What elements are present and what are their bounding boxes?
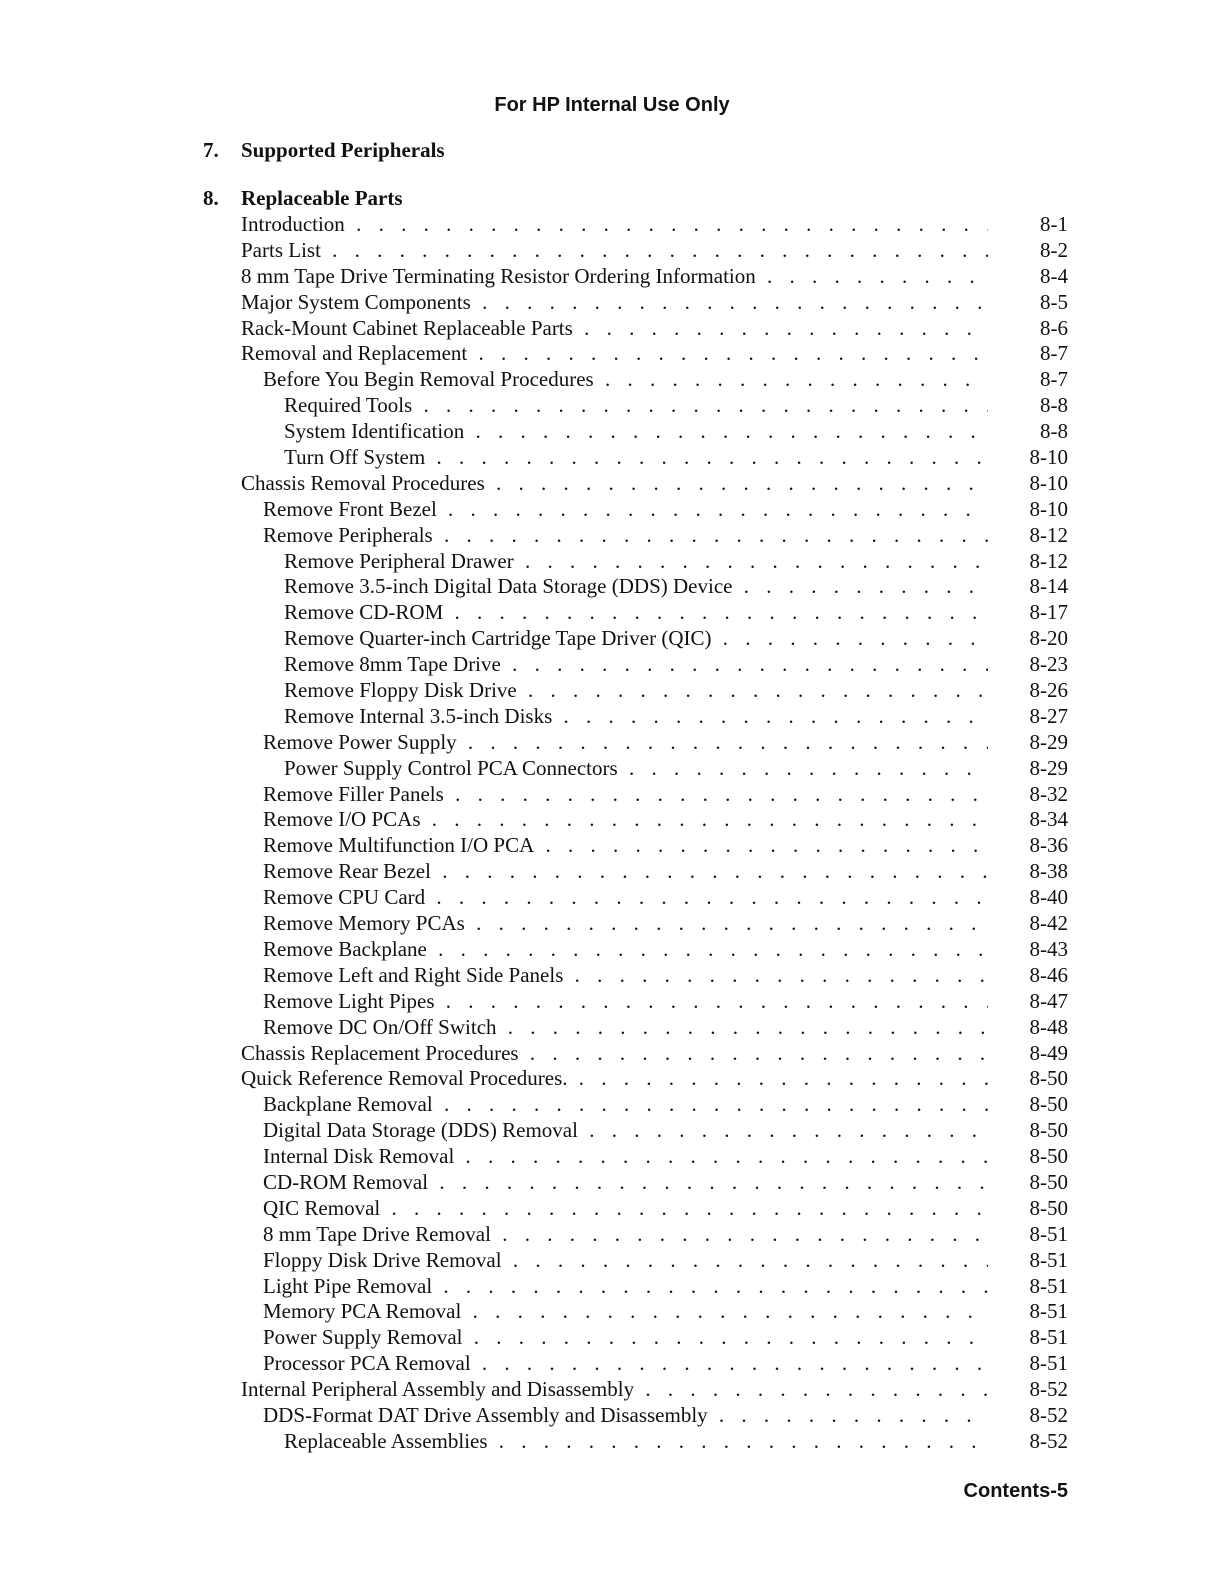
toc-entry-page: 8-50 [1029,1118,1068,1143]
toc-entry[interactable] [0,1066,1224,1092]
toc-entry-title: Rack-Mount Cabinet Replaceable Parts . . . [241,316,988,342]
toc-entry[interactable] [0,367,1224,393]
toc-entry-title: System Identification . . . [284,419,988,445]
toc-entry-page: 8-20 [1029,626,1068,651]
toc-entry-title: Remove CD-ROM . . . [284,600,988,626]
toc-entry[interactable] [0,1118,1224,1144]
toc-entry-title: Power Supply Control PCA Connectors . . . [284,756,988,782]
toc-entry-title: Major System Components . . . [241,290,988,316]
toc-entry[interactable] [0,626,1224,652]
toc-entry-page: 8-6 [1040,315,1068,340]
toc-entry[interactable] [0,1222,1224,1248]
chapter-heading-7 [203,138,445,163]
toc-entry[interactable] [0,290,1224,316]
toc-entry-page: 8-7 [1040,367,1068,392]
toc-entry-page: 8-38 [1029,859,1068,884]
toc-entry[interactable] [0,549,1224,575]
toc-entry[interactable] [0,238,1224,264]
toc-entry-title: Remove Filler Panels . . . [263,782,988,808]
page-header: For HP Internal Use Only [494,94,730,116]
toc-entry[interactable] [0,341,1224,367]
toc-entry-page: 8-10 [1029,496,1068,521]
toc-entry[interactable] [0,963,1224,989]
toc-entry-title: Remove Peripheral Drawer . . . [284,549,988,575]
toc-entry-title: Remove Power Supply . . . [263,730,988,756]
toc-entry-page: 8-1 [1040,212,1068,236]
toc-entry-page: 8-7 [1040,341,1068,366]
toc-entry-page: 8-50 [1029,1195,1068,1220]
toc-entry-title: Backplane Removal . . . [263,1092,988,1118]
toc-entry-title: Remove Quarter-inch Cartridge Tape Driver (QIC) . . . [284,626,988,652]
toc-entry-page: 8-8 [1040,393,1068,418]
toc-entry[interactable] [0,1092,1224,1118]
toc-entry[interactable] [0,497,1224,523]
toc-entry-page: 8-51 [1029,1273,1068,1298]
toc-entry-title: Remove DC On/Off Switch . . . [263,1015,988,1041]
toc-entry-page: 8-51 [1029,1299,1068,1324]
toc-entry[interactable] [0,911,1224,937]
toc-entry-title: Chassis Replacement Procedures . . . [241,1041,988,1067]
toc-entry-title: Remove Internal 3.5-inch Disks . . . [284,704,988,730]
toc-entry-title: Replaceable Assemblies . . . [284,1429,988,1455]
toc-entry-page: 8-10 [1029,445,1068,470]
toc-entry-title: Remove Peripherals . . . [263,523,988,549]
toc-entry[interactable] [0,264,1224,290]
toc-entry-page: 8-43 [1029,936,1068,961]
toc-entry[interactable] [0,885,1224,911]
toc-entry-page: 8-40 [1029,885,1068,910]
toc-entry-page: 8-36 [1029,833,1068,858]
toc-entry-title: Introduction . . . [241,212,988,238]
toc-entry[interactable] [0,1429,1224,1455]
toc-entry-title: QIC Removal . . . [263,1196,988,1222]
toc-entry-title: Remove Multifunction I/O PCA . . . [263,833,988,859]
toc-entry-page: 8-49 [1029,1040,1068,1065]
toc-entry-title: Power Supply Removal . . . [263,1325,988,1351]
toc-entry-page: 8-10 [1029,470,1068,495]
toc-entry-title: Processor PCA Removal . . . [263,1351,988,1377]
toc-entry-title: 8 mm Tape Drive Terminating Resistor Ordering Information . . . [241,264,988,290]
toc-entry-title: Remove Backplane . . . [263,937,988,963]
toc-entry-page: 8-50 [1029,1092,1068,1117]
toc-entry[interactable] [0,316,1224,342]
toc-entry-page: 8-51 [1029,1351,1068,1376]
toc-entry-title: 8 mm Tape Drive Removal . . . [263,1222,988,1248]
toc-entry[interactable] [0,989,1224,1015]
toc-entry[interactable] [0,652,1224,678]
toc-entry-title: Remove Floppy Disk Drive . . . [284,678,988,704]
toc-entry[interactable] [0,1274,1224,1300]
toc-entry[interactable] [0,393,1224,419]
toc-entry-page: 8-27 [1029,703,1068,728]
toc-entry-page: 8-32 [1029,781,1068,806]
toc-entry[interactable] [0,1299,1224,1325]
toc-entry-page: 8-29 [1029,729,1068,754]
toc-entry-title: Internal Peripheral Assembly and Disassembly . . . [241,1377,988,1403]
toc-entry[interactable] [0,1170,1224,1196]
toc-entry-title: Before You Begin Removal Procedures . . . [263,367,988,393]
toc-entry[interactable] [0,859,1224,885]
toc-entry-title: CD-ROM Removal . . . [263,1170,988,1196]
toc-entry-page: 8-23 [1029,652,1068,677]
toc-entry-title: Required Tools . . . [284,393,988,419]
chapter-heading-8 [203,186,403,211]
toc-entry-page: 8-52 [1029,1428,1068,1453]
chapter-number: 7. [203,138,219,162]
toc-entry-page: 8-51 [1029,1325,1068,1350]
toc-entry-page: 8-51 [1029,1247,1068,1272]
toc-entry-page: 8-52 [1029,1377,1068,1402]
toc-entry[interactable] [0,523,1224,549]
toc-entry[interactable] [0,678,1224,704]
toc-entry[interactable] [0,782,1224,808]
toc-entry[interactable] [0,445,1224,471]
toc-entry[interactable] [0,471,1224,497]
toc-entry[interactable] [0,1403,1224,1429]
toc-entry[interactable] [0,756,1224,782]
toc-entry-page: 8-12 [1029,548,1068,573]
toc-entry-title: Removal and Replacement . . . [241,341,988,367]
toc-entry-page: 8-52 [1029,1402,1068,1427]
toc-entry-page: 8-46 [1029,962,1068,987]
toc-entry-title: Quick Reference Removal Procedures. . . . [241,1066,988,1092]
toc-entry-page: 8-17 [1029,600,1068,625]
toc-entry-title: Remove Memory PCAs . . . [263,911,988,937]
toc-entry-title: Remove I/O PCAs . . . [263,807,988,833]
toc-entry-title: Internal Disk Removal . . . [263,1144,988,1170]
toc-entry-title: Remove Rear Bezel . . . [263,859,988,885]
toc-entry[interactable] [0,1325,1224,1351]
toc-entry[interactable] [0,1196,1224,1222]
toc-entry[interactable] [0,730,1224,756]
toc-entry[interactable] [0,1015,1224,1041]
toc-entry[interactable] [0,1144,1224,1170]
toc-entry[interactable] [0,600,1224,626]
toc-entry[interactable] [0,419,1224,445]
toc-entry-title: Chassis Removal Procedures . . . [241,471,988,497]
toc-entry-title: Remove 3.5-inch Digital Data Storage (DDS) Device . . . [284,574,988,600]
page-number-footer: Contents-5 [963,1480,1068,1502]
toc-entry-title: Remove 8mm Tape Drive . . . [284,652,988,678]
toc-entry[interactable] [0,574,1224,600]
toc-entry-page: 8-5 [1040,289,1068,314]
toc-entry-title: Digital Data Storage (DDS) Removal . . . [263,1118,988,1144]
toc-entry[interactable] [0,807,1224,833]
table-of-contents [0,212,1224,1455]
toc-entry-title: Remove Light Pipes . . . [263,989,988,1015]
toc-entry[interactable] [0,704,1224,730]
toc-entry-page: 8-50 [1029,1066,1068,1091]
toc-entry-page: 8-34 [1029,807,1068,832]
toc-entry[interactable] [0,937,1224,963]
toc-entry-title: Turn Off System . . . [284,445,988,471]
toc-entry[interactable] [0,833,1224,859]
chapter-title: Replaceable Parts [241,186,403,210]
toc-entry-title: Parts List . . . [241,238,988,264]
toc-entry[interactable] [0,1248,1224,1274]
toc-entry-page: 8-51 [1029,1221,1068,1246]
toc-entry-title: Floppy Disk Drive Removal . . . [263,1248,988,1274]
toc-entry-title: Remove Left and Right Side Panels . . . [263,963,988,989]
toc-entry-title: Memory PCA Removal . . . [263,1299,988,1325]
toc-entry-page: 8-42 [1029,911,1068,936]
toc-entry-page: 8-14 [1029,574,1068,599]
toc-entry[interactable] [0,1351,1224,1377]
toc-entry-title: DDS-Format DAT Drive Assembly and Disassembly . . . [263,1403,988,1429]
toc-entry-title: Remove CPU Card . . . [263,885,988,911]
chapter-number: 8. [203,186,219,210]
toc-entry-page: 8-12 [1029,522,1068,547]
toc-entry-page: 8-26 [1029,678,1068,703]
toc-entry-page: 8-48 [1029,1014,1068,1039]
toc-entry-page: 8-29 [1029,755,1068,780]
toc-entry-title: Remove Front Bezel . . . [263,497,988,523]
toc-entry[interactable] [0,212,1224,238]
toc-entry-page: 8-2 [1040,237,1068,262]
toc-entry-page: 8-4 [1040,263,1068,288]
toc-entry-page: 8-47 [1029,988,1068,1013]
toc-entry-page: 8-50 [1029,1144,1068,1169]
toc-entry-page: 8-8 [1040,419,1068,444]
toc-entry[interactable] [0,1041,1224,1067]
toc-entry[interactable] [0,1377,1224,1403]
toc-entry-page: 8-50 [1029,1169,1068,1194]
toc-entry-title: Light Pipe Removal . . . [263,1274,988,1300]
chapter-title: Supported Peripherals [241,138,445,162]
